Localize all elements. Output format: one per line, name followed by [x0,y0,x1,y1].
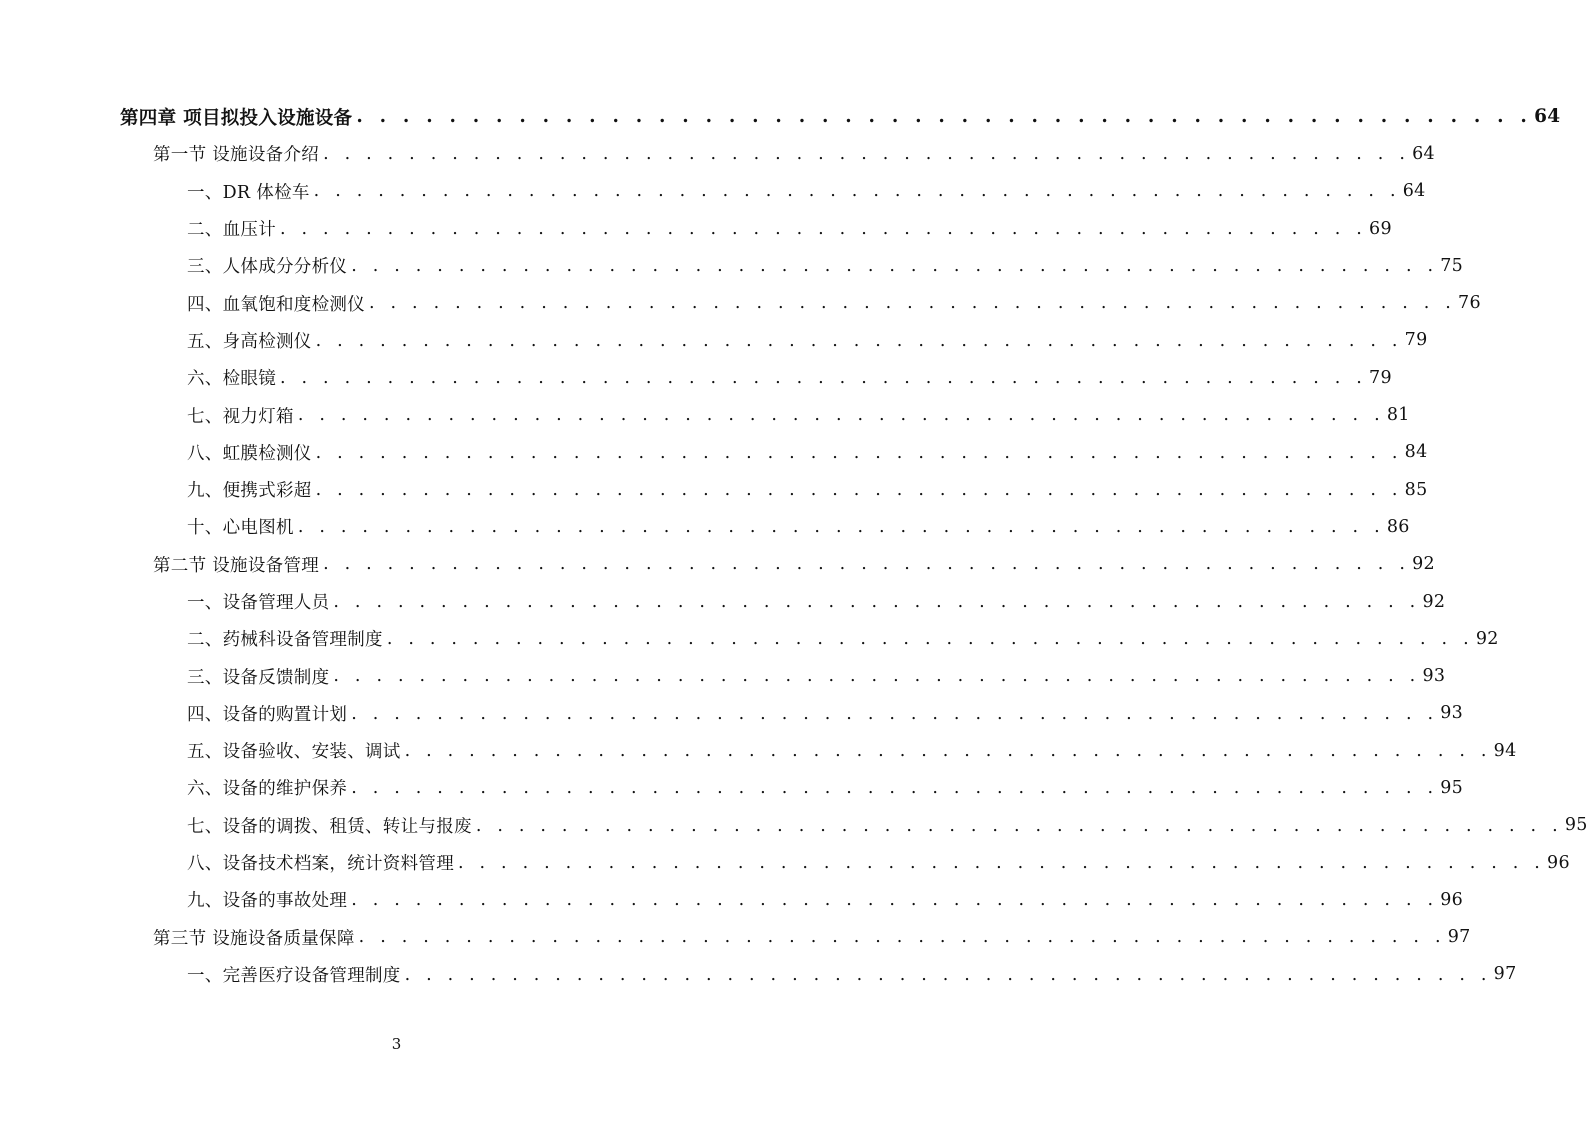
toc-title: 第四章 项目拟投入设施设备 [120,104,356,130]
toc-item[interactable] [0,657,1446,694]
dot-leader: . . . . . . . . . . . . . . . . . . . . . . . . . . . . . . . . . . . . . . . . . . . . . . . . . . . [351,778,1439,799]
toc-title: 一、设备管理人员 [187,589,333,614]
toc-title: 五、设备验收、安装、调试 [187,738,405,763]
toc-page-number: 95 [1564,815,1588,836]
toc-page-number: 81 [1386,405,1410,426]
toc-page-number: 69 [1369,218,1392,239]
dot-leader: . . . . . . . . . . . . . . . . . . . . . . . . . . . . . . . . . . . . . . . . . . . . . . . . . . . [475,815,1563,836]
toc-page-number: 79 [1369,367,1392,388]
toc-title: 八、设备技术档案，统计资料管理 [187,850,458,875]
dot-leader: . . . . . . . . . . . . . . . . . . . . . . . . . . . . . . . . . . . . . . . . . . . . . . . . . . . [458,852,1546,873]
dot-leader: . . . . . . . . . . . . . . . . . . . . . . . . . . . . . . . . . . . . . . . . . . . . . . . . . . . [315,479,1403,500]
dot-leader: . . . . . . . . . . . . . . . . . . . . . . . . . . . . . . . . . . . . . . . . . . . . . . . . . . . [369,293,1457,314]
toc-page-number: 85 [1404,479,1428,500]
toc-item[interactable] [0,508,1410,545]
toc-title: 七、视力灯箱 [187,403,298,428]
toc-item[interactable] [0,434,1428,471]
dot-leader: . . . . . . . . . . . . . . . . . . . . . . . . . . . . . . . . . . . . . . . . . . . . . . . . . . . [280,218,1368,239]
toc-section[interactable] [0,135,1435,172]
toc-title: 二、血压计 [187,216,280,241]
toc-item[interactable] [0,769,1464,806]
toc-page-number: 96 [1440,889,1464,910]
toc-page-number: 97 [1493,964,1517,985]
toc-title: 六、设备的维护保养 [187,775,351,800]
toc-item[interactable] [0,396,1410,433]
dot-leader: . . . . . . . . . . . . . . . . . . . . . . . . . . . . . . . . . . . . . . . . . . . . . . . . . . . [386,629,1474,650]
toc-section[interactable] [0,919,1471,956]
toc-title: 四、血氧饱和度检测仪 [187,291,369,316]
toc-item[interactable] [0,284,1481,321]
toc-page-number: 97 [1447,927,1471,948]
dot-leader: . . . . . . . . . . . . . . . . . . . . . . . . . . . . . . . . . . . . . . . . . . . . . . . . . . . [315,330,1403,351]
toc-title: 五、身高检测仪 [187,328,316,353]
toc-item[interactable] [0,210,1392,247]
toc-title: 一、DR 体检车 [187,179,314,204]
toc-page-number: 64 [1534,106,1561,128]
dot-leader: . . . . . . . . . . . . . . . . . . . . . . . . . . . . . . . . . . . . . . . . . . . . . . . . . . . [297,517,1385,538]
toc-page-number: 94 [1493,740,1517,761]
page-number: 3 [391,1035,402,1053]
toc-item[interactable] [0,322,1428,359]
toc-title: 十、心电图机 [187,514,298,539]
dot-leader: . . . . . . . . . . . . . . . . . . . . . . . . . . . . . . . . . . . . . . . . . . . . . . . . . . . [351,256,1439,277]
dot-leader: . . . . . . . . . . . . . . . . . . . . . . . . . . . . . . . . . . . . . . . . . . . . . . . . . . . [404,964,1492,985]
toc-page-number: 93 [1440,703,1464,724]
toc-section[interactable] [0,546,1435,583]
toc-item[interactable] [0,881,1464,918]
dot-leader: . . . . . . . . . . . . . . . . . . . . . . . . . . . . . . . . . . . . . . . . . . . . . . . . . . . [323,144,1411,165]
toc-title: 二、药械科设备管理制度 [187,626,387,651]
toc-title: 一、完善医疗设备管理制度 [187,962,405,987]
toc-page-number: 95 [1440,777,1464,798]
toc-title: 三、人体成分分析仪 [187,253,351,278]
toc-item[interactable] [0,173,1426,210]
toc-title: 第一节 设施设备介绍 [153,141,323,166]
toc-page-number: 75 [1440,255,1464,276]
toc-page-number: 76 [1458,293,1481,314]
toc-chapter[interactable] [0,98,1561,135]
toc-item[interactable] [0,732,1517,769]
toc-page-number: 84 [1404,442,1428,463]
dot-leader: . . . . . . . . . . . . . . . . . . . . . . . . . . . . . . . . . . . . . . . . . . . . . . . . . . . [313,181,1401,202]
dot-leader: . . . . . . . . . . . . . . . . . . . . . . . . . . . . . . . . . . . . . . . . . . . . . . . . . . . [351,890,1439,911]
toc-page-number: 92 [1422,591,1446,612]
toc-page-number: 96 [1547,852,1570,873]
toc-title: 第二节 设施设备管理 [153,552,323,577]
toc-title: 九、设备的事故处理 [187,887,351,912]
toc-item[interactable] [0,844,1570,881]
dot-leader: . . . . . . . . . . . . . . . . . . . . . . . . . . . . . . . . . . . . . . . . . . . . . . . . . . . [323,554,1411,575]
toc-item[interactable] [0,620,1499,657]
toc-item[interactable] [0,956,1517,993]
toc-page-number: 79 [1404,330,1428,351]
dot-leader: . . . . . . . . . . . . . . . . . . . . . . . . . . . . . . . . . . . . . . . . . . . . . . . . . . . [297,405,1385,426]
dot-leader: . . . . . . . . . . . . . . . . . . . . . . . . . . . . . . . . . . . . . . . . . . . . . . . . . . . [315,442,1403,463]
toc-title: 八、虹膜检测仪 [187,440,316,465]
toc-title: 九、便携式彩超 [187,477,316,502]
toc-page-number: 64 [1412,143,1435,164]
toc-item[interactable] [0,247,1464,284]
toc-page-number: 64 [1402,181,1426,202]
dot-leader: . . . . . . . . . . . . . . . . . . . . . . . . . . . . . . . . . . . . . . . . . . . . . . . . . . . [351,703,1439,724]
dot-leader: . . . . . . . . . . . . . . . . . . . . . . . . . . . . . . . . . . . . . . . . . . . . . . . . . . . [333,666,1421,687]
toc-item[interactable] [0,807,1588,844]
toc-item[interactable] [0,471,1428,508]
toc-title: 六、检眼镜 [187,365,280,390]
dot-leader: . . . . . . . . . . . . . . . . . . . . . . . . . . . . . . . . . . . . . . . . . . . . . . . . . . . [358,927,1446,948]
toc-title: 三、设备反馈制度 [187,664,333,689]
toc-item[interactable] [0,695,1464,732]
toc-item[interactable] [0,359,1392,396]
toc-title: 四、设备的购置计划 [187,701,351,726]
dot-leader: . . . . . . . . . . . . . . . . . . . . . . . . . . . . . . . . . . . . . . . . . . . . . . . . . . . [333,591,1421,612]
toc-page-number: 93 [1422,666,1446,687]
dot-leader: . . . . . . . . . . . . . . . . . . . . . . . . . . . . . . . . . . . . . . . . . . . . . . . . . . . [356,106,1533,128]
toc-page-number: 92 [1412,554,1435,575]
table-of-contents [0,98,1588,993]
toc-page-number: 92 [1475,628,1499,649]
toc-title: 第三节 设施设备质量保障 [153,925,359,950]
toc-title: 七、设备的调拨、租赁、转让与报废 [187,813,476,838]
dot-leader: . . . . . . . . . . . . . . . . . . . . . . . . . . . . . . . . . . . . . . . . . . . . . . . . . . . [404,740,1492,761]
toc-page-number: 86 [1386,516,1410,537]
dot-leader: . . . . . . . . . . . . . . . . . . . . . . . . . . . . . . . . . . . . . . . . . . . . . . . . . . . [280,367,1368,388]
toc-item[interactable] [0,583,1446,620]
